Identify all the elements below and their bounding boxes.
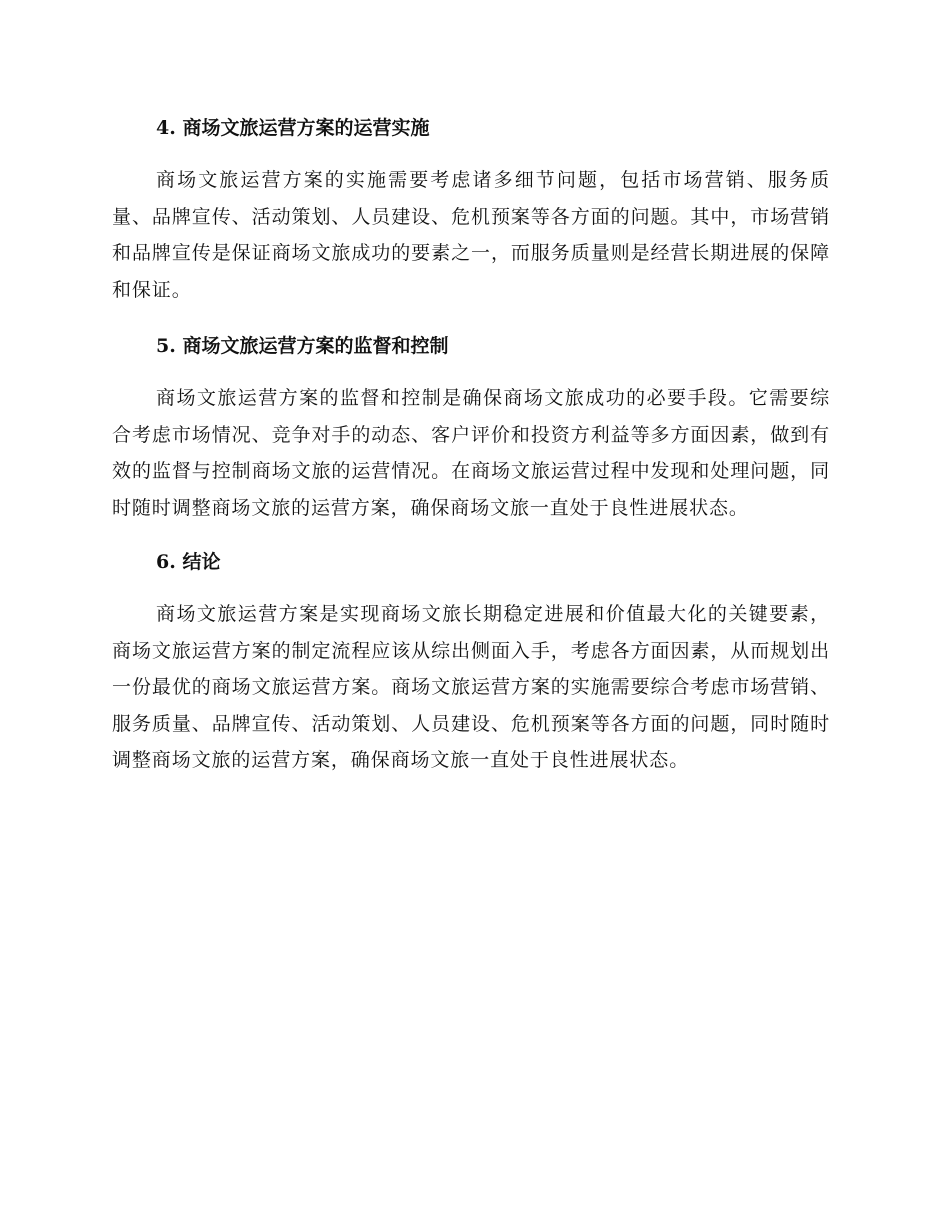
document-page [112, 108, 830, 779]
section-heading: 5. 商场文旅运营方案的监督和控制 [156, 335, 449, 357]
section-heading: 4. 商场文旅运营方案的运营实施 [156, 117, 430, 139]
section-paragraph: 商场文旅运营方案的监督和控制是确保商场文旅成功的必要手段。它需要综合考虑市场情况、竞争对手的动态、客户评价和投资方利益等多方面因素，做到有效的监督与控制商场文旅的运营情况。在商场文旅运营过程中发现和处理问题，同时随时调整商场文旅的运营方案，确保商场文旅一直处于良性进展状态。 [112, 387, 830, 519]
section-paragraph: 商场文旅运营方案的实施需要考虑诸多细节问题，包括市场营销、服务质量、品牌宣传、活动策划、人员建设、危机预案等各方面的问题。其中，市场营销和品牌宣传是保证商场文旅成功的要素之一，而服务质量则是经营长期进展的保障和保证。 [112, 169, 830, 301]
section-operation-implementation [112, 108, 830, 308]
section-conclusion [112, 542, 830, 779]
section-supervision-control [112, 326, 830, 526]
section-heading: 6. 结论 [156, 551, 221, 573]
section-paragraph: 商场文旅运营方案是实现商场文旅长期稳定进展和价值最大化的关键要素，商场文旅运营方案的制定流程应该从综出侧面入手，考虑各方面因素，从而规划出一份最优的商场文旅运营方案。商场文旅运营方案的实施需要综合考虑市场营销、服务质量、品牌宣传、活动策划、人员建设、危机预案等各方面的问题，同时随时调整商场文旅的运营方案，确保商场文旅一直处于良性进展状态。 [112, 603, 830, 771]
